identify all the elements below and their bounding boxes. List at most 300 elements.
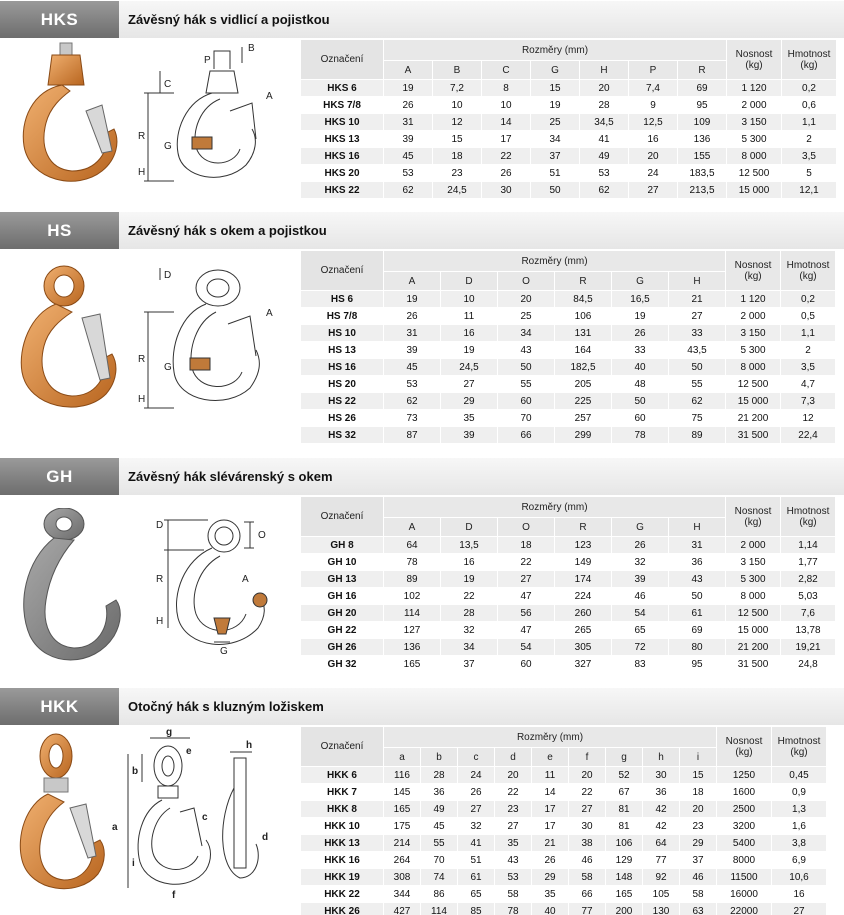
table-cell: 30 <box>581 820 593 832</box>
table-cell: 61 <box>669 605 725 621</box>
table-cell: 92 <box>643 869 679 885</box>
table-cell: 12 <box>802 412 814 424</box>
table-cell: 19 <box>549 99 561 111</box>
table-cell: 114 <box>421 903 457 915</box>
table-row <box>301 114 836 130</box>
row-designation: HKK 13 <box>301 835 383 851</box>
table-cell: 22 <box>520 556 532 568</box>
table-cell: 53 <box>495 869 531 885</box>
table-cell: 27 <box>629 182 677 198</box>
table-cell: 106 <box>574 310 592 322</box>
drawing-label-g: G <box>164 362 172 373</box>
spec-table <box>300 250 836 444</box>
dim-col: d <box>495 748 531 766</box>
table-cell: 39 <box>406 344 418 356</box>
table-cell: 12 500 <box>738 167 770 179</box>
table-cell: 0,45 <box>772 767 826 783</box>
dim-col: B <box>433 61 481 79</box>
table-cell: 65 <box>634 624 646 636</box>
table-cell: 183,5 <box>689 167 715 179</box>
table-cell: 77 <box>569 903 605 915</box>
table-cell: 23 <box>451 167 463 179</box>
table-cell: 19 <box>463 344 475 356</box>
table-cell: 10 <box>451 99 463 111</box>
table-cell: 14 <box>544 786 556 798</box>
drawing-label-d: D <box>164 270 172 281</box>
table-cell: 5,03 <box>798 590 818 602</box>
table-row <box>301 308 835 324</box>
mass-header: Hmotnost (kg) <box>772 727 826 766</box>
table-cell: 60 <box>520 658 532 670</box>
dim-col: R <box>678 61 726 79</box>
row-designation: GH 8 <box>301 537 383 553</box>
dim-col: C <box>482 61 530 79</box>
table-cell: 47 <box>520 590 532 602</box>
hook-photo <box>2 262 122 442</box>
table-cell: 22 <box>463 590 475 602</box>
table-cell: 127 <box>403 624 421 636</box>
table-cell: 34 <box>441 639 497 655</box>
mass-header: Hmotnost (kg) <box>782 40 836 79</box>
table-cell: 58 <box>507 888 519 900</box>
table-cell: 1,1 <box>781 325 835 341</box>
table-cell: 39 <box>441 427 497 443</box>
table-cell: 2500 <box>717 801 771 817</box>
table-cell: 70 <box>520 412 532 424</box>
table-cell: 29 <box>680 835 716 851</box>
table-cell: 20 <box>680 801 716 817</box>
table-cell: 35 <box>463 412 475 424</box>
table-row <box>301 767 826 783</box>
table-cell: 15 <box>531 80 579 96</box>
table-cell: 5 300 <box>741 133 767 145</box>
row-designation: HKK 22 <box>324 888 360 900</box>
table-body <box>301 291 835 443</box>
table-cell: 165 <box>384 801 420 817</box>
table-cell: 8000 <box>732 854 756 866</box>
table-cell: 27 <box>569 801 605 817</box>
table-cell: 73 <box>406 412 418 424</box>
table-cell: 32 <box>463 624 475 636</box>
table-cell: 22000 <box>717 903 771 915</box>
table-cell: 80 <box>669 639 725 655</box>
table-cell: 26 <box>470 786 482 798</box>
row-designation: HKK 7 <box>326 786 357 798</box>
table-cell: 45 <box>433 820 445 832</box>
col-name-header: Označení <box>301 40 383 79</box>
table-cell: 13,78 <box>795 624 821 636</box>
drawing-label-g: g <box>166 728 173 738</box>
table-cell: 41 <box>458 835 494 851</box>
table-cell: 21 <box>532 835 568 851</box>
table-cell: 17 <box>532 801 568 817</box>
hook-drawing <box>106 728 276 908</box>
table-cell: 46 <box>634 590 646 602</box>
dim-col: O <box>498 272 554 290</box>
table-cell: 3 150 <box>726 325 780 341</box>
table-cell: 25 <box>520 310 532 322</box>
table-row <box>301 801 826 817</box>
table-cell: 40 <box>532 903 568 915</box>
dims-header: Rozměry (mm) <box>384 251 725 271</box>
table-cell: 51 <box>549 167 561 179</box>
table-cell: 53 <box>406 378 418 390</box>
drawing-label-h: H <box>156 616 164 627</box>
table-cell: 36 <box>691 556 703 568</box>
table-cell: 30 <box>482 182 530 198</box>
table-cell: 175 <box>393 820 411 832</box>
dims-header: Rozměry (mm) <box>384 727 716 747</box>
table-cell: 11 <box>463 310 475 322</box>
row-designation: HKS 20 <box>324 167 360 179</box>
table-cell: 32 <box>634 556 646 568</box>
table-cell: 327 <box>574 658 592 670</box>
table-cell: 55 <box>421 835 457 851</box>
table-cell: 26 <box>500 167 512 179</box>
dim-col: e <box>532 748 568 766</box>
table-cell: 116 <box>384 767 420 783</box>
table-cell: 26 <box>402 99 414 111</box>
table-cell: 1,14 <box>781 537 835 553</box>
section-header <box>0 458 844 495</box>
table-row <box>301 784 826 800</box>
table-cell: 164 <box>574 344 592 356</box>
table-cell: 19 <box>384 291 440 307</box>
table-cell: 26 <box>612 537 668 553</box>
table-cell: 34 <box>498 325 554 341</box>
table-cell: 2 <box>806 133 812 145</box>
table-cell: 43 <box>520 344 532 356</box>
table-cell: 39 <box>612 571 668 587</box>
row-designation: HKS 7/8 <box>323 99 361 111</box>
table-cell: 5 300 <box>740 344 766 356</box>
row-designation: HKS 13 <box>324 133 360 145</box>
drawing-label-b: b <box>132 766 139 777</box>
table-cell: 23 <box>495 801 531 817</box>
table-cell: 10 <box>500 99 512 111</box>
table-cell: 66 <box>498 427 554 443</box>
table-cell: 1 120 <box>727 80 781 96</box>
table-cell: 81 <box>606 801 642 817</box>
table-cell: 28 <box>421 767 457 783</box>
table-cell: 58 <box>569 869 605 885</box>
section-hks <box>0 1 844 201</box>
table-cell: 40 <box>612 359 668 375</box>
table-cell: 8 000 <box>740 590 766 602</box>
table-row <box>301 852 826 868</box>
table-cell: 48 <box>634 378 646 390</box>
section-hkk <box>0 688 844 915</box>
table-cell: 12 500 <box>737 378 769 390</box>
load-header: Nosnost (kg) <box>726 251 780 290</box>
table-cell: 31 500 <box>726 427 780 443</box>
dim-col: G <box>612 518 668 536</box>
table-cell: 84,5 <box>555 291 611 307</box>
table-cell: 74 <box>421 869 457 885</box>
row-designation: HKK 19 <box>301 869 383 885</box>
hook-drawing <box>134 41 284 201</box>
table-cell: 62 <box>580 182 628 198</box>
table-cell: 52 <box>606 767 642 783</box>
table-row <box>301 869 826 885</box>
table-cell: 2 000 <box>741 99 767 111</box>
dim-col: H <box>580 61 628 79</box>
table-cell: 65 <box>470 888 482 900</box>
dim-col: O <box>498 518 554 536</box>
row-designation: GH 26 <box>301 639 383 655</box>
drawing-label-r: R <box>156 574 164 585</box>
table-body <box>301 537 835 672</box>
table-cell: 136 <box>693 133 711 145</box>
drawing-label-a: A <box>266 308 273 319</box>
table-cell: 129 <box>615 854 633 866</box>
table-cell: 27 <box>463 378 475 390</box>
table-cell: 62 <box>384 393 440 409</box>
table-cell: 264 <box>393 854 411 866</box>
dim-col: a <box>384 748 420 766</box>
table-cell: 299 <box>555 427 611 443</box>
dim-col: A <box>384 518 440 536</box>
table-cell: 45 <box>384 359 440 375</box>
table-row <box>301 182 836 198</box>
table-cell: 55 <box>520 378 532 390</box>
table-cell: 308 <box>384 869 420 885</box>
dim-col: D <box>441 272 497 290</box>
hook-photo <box>2 41 122 196</box>
table-row <box>301 325 835 341</box>
table-cell: 14 <box>482 114 530 130</box>
row-designation: HS 26 <box>328 412 356 424</box>
table-cell: 70 <box>433 854 445 866</box>
product-code: GH <box>0 458 119 495</box>
drawing-label-c: c <box>202 812 208 823</box>
table-cell: 148 <box>606 869 642 885</box>
table-cell: 24,8 <box>798 658 818 670</box>
row-designation: HS 22 <box>301 393 383 409</box>
row-designation: HKK 16 <box>324 854 360 866</box>
table-cell: 30 <box>643 767 679 783</box>
table-cell: 8 000 <box>727 148 781 164</box>
table-cell: 3,5 <box>781 359 835 375</box>
table-cell: 20 <box>580 80 628 96</box>
table-cell: 17 <box>544 820 556 832</box>
drawing-label-a: a <box>112 822 118 833</box>
table-cell: 17 <box>500 133 512 145</box>
table-cell: 58 <box>692 888 704 900</box>
table-cell: 27 <box>458 801 494 817</box>
row-designation: HKK 10 <box>324 820 360 832</box>
table-cell: 39 <box>402 133 414 145</box>
table-cell: 89 <box>669 427 725 443</box>
row-designation: HS 7/8 <box>326 310 358 322</box>
table-cell: 64 <box>643 835 679 851</box>
table-cell: 77 <box>655 854 667 866</box>
section-hs <box>0 212 844 447</box>
dim-col: h <box>643 748 679 766</box>
table-cell: 56 <box>498 605 554 621</box>
table-cell: 15 000 <box>737 624 769 636</box>
table-cell: 41 <box>598 133 610 145</box>
table-cell: 427 <box>384 903 420 915</box>
table-cell: 69 <box>678 80 726 96</box>
table-cell: 1,77 <box>798 556 818 568</box>
table-cell: 13,5 <box>441 537 497 553</box>
table-cell: 16 <box>463 556 475 568</box>
row-designation: GH 16 <box>327 590 357 602</box>
table-row <box>301 886 826 902</box>
table-cell: 50 <box>669 359 725 375</box>
drawing-label-o: O <box>258 530 266 541</box>
table-cell: 214 <box>384 835 420 851</box>
drawing-label-f: f <box>172 890 176 901</box>
row-designation: HS 13 <box>328 344 356 356</box>
table-cell: 19 <box>634 310 646 322</box>
table-cell: 60 <box>634 412 646 424</box>
table-cell: 46 <box>581 854 593 866</box>
table-cell: 15 <box>680 767 716 783</box>
section-gh <box>0 458 844 678</box>
table-cell: 29 <box>532 869 568 885</box>
table-cell: 130 <box>643 903 679 915</box>
table-cell: 145 <box>393 786 411 798</box>
table-cell: 60 <box>498 393 554 409</box>
table-cell: 9 <box>650 99 656 111</box>
table-cell: 33 <box>669 325 725 341</box>
table-cell: 81 <box>618 820 630 832</box>
table-cell: 19,21 <box>781 639 835 655</box>
row-designation: GH 20 <box>301 605 383 621</box>
table-cell: 16 <box>793 888 805 900</box>
table-cell: 25 <box>531 114 579 130</box>
table-cell: 1 120 <box>726 291 780 307</box>
table-cell: 1250 <box>717 767 771 783</box>
table-cell: 109 <box>678 114 726 130</box>
table-cell: 63 <box>680 903 716 915</box>
hook-drawing <box>134 498 289 663</box>
table-cell: 28 <box>441 605 497 621</box>
table-cell: 69 <box>691 624 703 636</box>
dim-col: b <box>421 748 457 766</box>
table-cell: 95 <box>696 99 708 111</box>
dim-col: g <box>606 748 642 766</box>
dim-col: P <box>629 61 677 79</box>
table-cell: 8 <box>482 80 530 96</box>
spec-table <box>300 39 837 199</box>
table-cell: 4,7 <box>801 378 815 390</box>
table-cell: 5 300 <box>726 571 780 587</box>
table-cell: 95 <box>691 658 703 670</box>
table-cell: 200 <box>606 903 642 915</box>
table-row <box>301 622 835 638</box>
table-cell: 23 <box>692 820 704 832</box>
table-cell: 29 <box>441 393 497 409</box>
table-cell: 18 <box>433 148 481 164</box>
table-cell: 105 <box>652 888 670 900</box>
table-cell: 85 <box>458 903 494 915</box>
table-cell: 136 <box>384 639 440 655</box>
table-row <box>301 165 836 181</box>
table-cell: 67 <box>618 786 630 798</box>
table-cell: 2 <box>805 344 811 356</box>
table-cell: 89 <box>384 571 440 587</box>
table-cell: 265 <box>574 624 592 636</box>
table-cell: 51 <box>470 854 482 866</box>
dim-col: f <box>569 748 605 766</box>
table-cell: 3 150 <box>727 114 781 130</box>
table-cell: 1,3 <box>772 801 826 817</box>
table-cell: 344 <box>393 888 411 900</box>
dim-col: R <box>555 272 611 290</box>
section-title: Závěsný hák s vidlicí a pojistkou <box>128 12 330 27</box>
table-cell: 66 <box>581 888 593 900</box>
row-designation: HKK 6 <box>301 767 383 783</box>
table-row <box>301 410 835 426</box>
table-cell: 155 <box>678 148 726 164</box>
table-cell: 1,1 <box>782 114 836 130</box>
drawing-label-h: H <box>138 394 146 405</box>
product-code: HS <box>0 212 119 249</box>
table-cell: 83 <box>634 658 646 670</box>
table-cell: 12,5 <box>629 114 677 130</box>
table-cell: 53 <box>598 167 610 179</box>
drawing-label-p: P <box>204 55 211 66</box>
table-cell: 49 <box>580 148 628 164</box>
table-row <box>301 605 835 621</box>
table-row <box>301 342 835 358</box>
table-cell: 0,2 <box>781 291 835 307</box>
table-cell: 26 <box>406 310 418 322</box>
table-cell: 16,5 <box>612 291 668 307</box>
drawing-label-g: G <box>164 141 172 152</box>
row-designation: HKS 6 <box>301 80 383 96</box>
table-cell: 43 <box>507 854 519 866</box>
table-cell: 26 <box>544 854 556 866</box>
table-cell: 35 <box>544 888 556 900</box>
row-designation: HKK 26 <box>301 903 383 915</box>
table-cell: 64 <box>384 537 440 553</box>
table-cell: 5400 <box>717 835 771 851</box>
table-cell: 225 <box>555 393 611 409</box>
table-cell: 8 000 <box>726 359 780 375</box>
col-name-header: Označení <box>301 251 383 290</box>
table-cell: 47 <box>520 624 532 636</box>
load-header: Nosnost (kg) <box>727 40 781 79</box>
mass-header: Hmotnost (kg) <box>781 251 835 290</box>
table-cell: 50 <box>531 182 579 198</box>
table-row <box>301 818 826 834</box>
table-cell: 28 <box>598 99 610 111</box>
table-cell: 22 <box>507 786 519 798</box>
dim-col: A <box>384 61 432 79</box>
table-cell: 50 <box>498 359 554 375</box>
table-cell: 3 150 <box>740 556 766 568</box>
table-cell: 49 <box>421 801 457 817</box>
load-header: Nosnost (kg) <box>726 497 780 536</box>
table-cell: 22 <box>581 786 593 798</box>
drawing-label-b: B <box>248 43 255 54</box>
dim-col: c <box>458 748 494 766</box>
table-cell: 21 200 <box>737 412 769 424</box>
table-cell: 62 <box>384 182 432 198</box>
table-row <box>301 835 826 851</box>
drawing-label-d: d <box>262 832 269 843</box>
table-cell: 12 500 <box>726 605 780 621</box>
table-cell: 37 <box>463 658 475 670</box>
table-body <box>301 767 826 915</box>
table-cell: 31 500 <box>737 658 769 670</box>
row-designation: GH 13 <box>301 571 383 587</box>
table-cell: 1,6 <box>792 820 806 832</box>
